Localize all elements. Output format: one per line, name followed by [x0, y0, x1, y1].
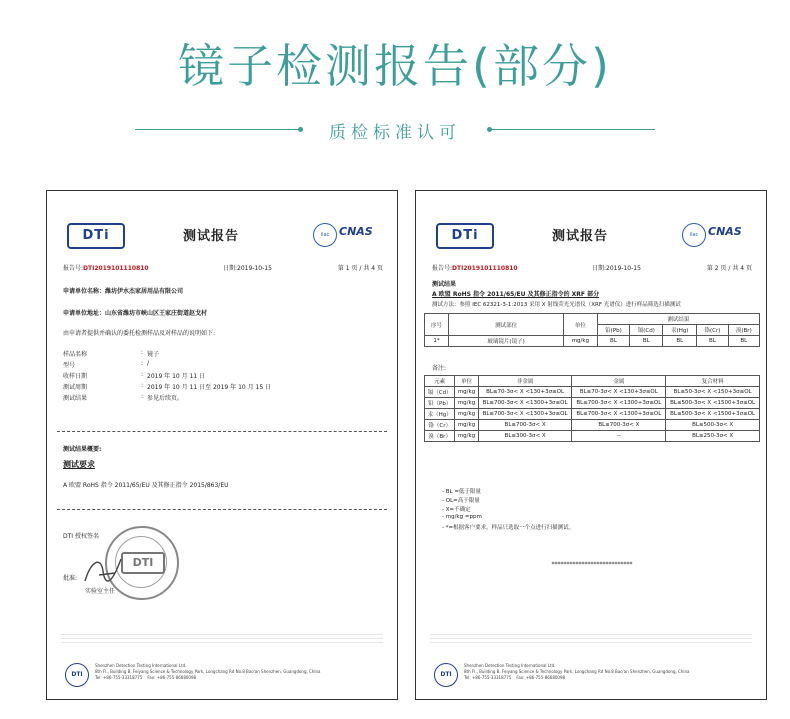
- end-mark: ***************************: [551, 561, 633, 568]
- cnas-text: CNAS: [708, 225, 742, 238]
- report-header: [63, 221, 383, 261]
- field-row: 收样日期 : 2019 年 10 月 11 日: [63, 371, 206, 380]
- limits-table: 元素 单位 非金属 金属 复合材料 镉（Cd） mg/kg BL≤70-3σ< X <130+3σ≤OL BL≤70-3σ< X <130+3σ≤OL BL≤50-3σ< X <150+3σ≤OL 铅（Pb） mg/kg BL≤700-3σ< X <1300+3σ≤OL BL≤700-3σ< X <1300+3σ≤OL BL≤500-3σ< X <1500+3σ≤OL 汞（Hg） mg/kg BL≤700-3σ< X <1300+3σ≤OL BL≤700-3σ< X <1300+3σ≤OL BL≤500-3σ< X <1500+3σ≤OL 铬（Cr） mg/kg BL≤700-3σ< X BL≤700-3σ< X BL≤500-3σ< X 溴（Br） mg/kg BL≤300-3σ< X -- BL≤250-3σ< X: [424, 375, 760, 442]
- result-label: 测试结果: [432, 281, 457, 288]
- ilac-mark-icon: ilac: [313, 223, 337, 247]
- legend-item: - X=不确定: [442, 507, 471, 513]
- legend: [442, 487, 752, 532]
- field-row: 型号 : /: [63, 360, 150, 369]
- signature-icon: [81, 551, 131, 591]
- table-row: 汞（Hg） mg/kg BL≤700-3σ< X <1300+3σ≤OL BL≤700-3σ< X <1300+3σ≤OL BL≤500-3σ< X <1500+3σ≤OL: [425, 409, 760, 420]
- footer: [61, 661, 383, 689]
- report-date: 2019-10-15: [606, 265, 641, 272]
- cnas-text: CNAS: [339, 225, 373, 238]
- subtitle-row: [0, 118, 790, 142]
- legend-item: - BL =低于限量: [442, 489, 481, 495]
- report-no-row: 报告号:DTI2019101110810 日期:2019-10-15 第 2 页 / 共 4 页: [432, 265, 752, 272]
- field-row: 样品名称 : 镜子: [63, 349, 160, 358]
- doc-title: 测试报告: [183, 229, 240, 244]
- footer-logo-icon: DTI: [65, 663, 89, 687]
- footer-fax: Fax: +86-755-86680098: [516, 675, 566, 680]
- seal-logo: DTI: [121, 552, 165, 574]
- sign-label: DTI 授权签名: [63, 533, 99, 540]
- pagination: 第 2 页 / 共 4 页: [706, 265, 752, 272]
- footer-address: 8th Fl., Building B, Feiyang Science & Technology Park, Longchang Rd No.8 Bao'an Shenzhen, Guangdong, China: [464, 669, 690, 674]
- summary-label: 测试结果概要:: [63, 446, 102, 453]
- footer-tel: Tel: +86-755-33318775: [95, 675, 143, 680]
- footer-tel: Tel: +86-755-33318775: [464, 675, 512, 680]
- cnas-logo: [682, 221, 752, 247]
- legend-item: - mg/kg =ppm: [442, 514, 482, 520]
- footer-company: Shenzhen Detection Testing International Ltd.: [95, 663, 187, 668]
- pagination: 第 1 页 / 共 4 页: [337, 265, 383, 272]
- test-method: 测试方法：参照 IEC 62321-3-1:2013 采用 X 射线荧光光谱仪（XRF 光谱仪）进行样品筛选扫描测试: [432, 302, 681, 308]
- footer: [430, 661, 752, 689]
- legend-item: - *=根据客户要求，样品只选取一个点进行扫描测试。: [442, 525, 575, 531]
- req-item: A 欧盟 RoHS 指令 2011/65/EU 及其修正指令 2015/863/EU: [63, 482, 229, 489]
- dashed-divider: [57, 509, 387, 510]
- legal-fineprint: [61, 631, 383, 643]
- report-date: 2019-10-15: [237, 265, 272, 272]
- hero-subtitle: 质检标准认可: [329, 123, 461, 143]
- report-no: DTI2019101110810: [452, 265, 518, 272]
- dti-logo: DTi: [436, 223, 494, 249]
- table-row: 镉（Cd） mg/kg BL≤70-3σ< X <130+3σ≤OL BL≤70-3σ< X <130+3σ≤OL BL≤50-3σ< X <150+3σ≤OL: [425, 387, 760, 398]
- section-title: A 欧盟 RoHS 指令 2011/65/EU 及其修正指令的 XRF 部分: [432, 291, 600, 298]
- doc-title: 测试报告: [552, 229, 609, 244]
- divider-right: [490, 129, 655, 130]
- cnas-logo: [313, 221, 383, 247]
- sample-fields: [63, 349, 383, 404]
- table-row: 铅（Pb） mg/kg BL≤700-3σ< X <1300+3σ≤OL BL≤700-3σ< X <1300+3σ≤OL BL≤500-3σ< X <1500+3σ≤OL: [425, 398, 760, 409]
- dti-logo: DTi: [67, 223, 125, 249]
- field-row: 测试周期 : 2019 年 10 月 11 日至 2019 年 10 月 15 日: [63, 382, 272, 391]
- report-page-1: [46, 190, 398, 700]
- intro-text: 由申请者提供并确认的委托检测样品及对样品的说明如下:: [63, 330, 216, 337]
- footer-company: Shenzhen Detection Testing International Ltd.: [464, 663, 556, 668]
- report-header: [432, 221, 752, 261]
- report-no: DTI2019101110810: [83, 265, 149, 272]
- footer-fax: Fax: +86-755-86680098: [147, 675, 197, 680]
- approve-label: 批准:: [63, 575, 78, 582]
- table-row: 铬（Cr） mg/kg BL≤700-3σ< X BL≤700-3σ< X BL≤500-3σ< X: [425, 420, 760, 431]
- hero: [0, 30, 790, 96]
- req-label: 测试要求: [63, 460, 95, 469]
- table-row: 溴（Br） mg/kg BL≤300-3σ< X -- BL≤250-3σ< X: [425, 431, 760, 442]
- footer-address: 8th Fl., Building B, Feiyang Science & Technology Park, Longchang Rd No.8 Bao'an Shenzhen, Guangdong, China: [95, 669, 321, 674]
- report-page-2: [415, 190, 767, 700]
- table-row: 1* 玻璃镜片(镜子) mg/kg BL BL BL BL BL: [425, 336, 760, 347]
- applicant-address: 申请单位地址：山东省潍坊市峡山区王家庄街道赵戈村: [63, 310, 208, 317]
- hero-title: 镜子检测报告(部分): [178, 39, 612, 93]
- approver-title: 实验室主任: [85, 588, 116, 595]
- note-label: 备注:: [432, 365, 447, 372]
- legal-fineprint: [430, 631, 752, 643]
- report-no-row: 报告号:DTI2019101110810 日期:2019-10-15 第 1 页 / 共 4 页: [63, 265, 383, 272]
- result-table: 序号 测试部位 单位 测试结果 铅(Pb) 镉(Cd) 汞(Hg) 铬(Cr) 溴(Br) 1* 玻璃镜片(镜子) mg/kg BL BL BL BL BL: [424, 313, 760, 347]
- dashed-divider: [57, 431, 387, 432]
- divider-left: [135, 129, 300, 130]
- applicant: 申请单位名称：潍坊伊水杰家居用品有限公司: [63, 288, 184, 295]
- field-row: 测试结果 : 参见后续页。: [63, 393, 184, 402]
- ilac-mark-icon: ilac: [682, 223, 706, 247]
- footer-logo-icon: DTI: [434, 663, 458, 687]
- legend-item: - OL=高于限量: [442, 498, 480, 504]
